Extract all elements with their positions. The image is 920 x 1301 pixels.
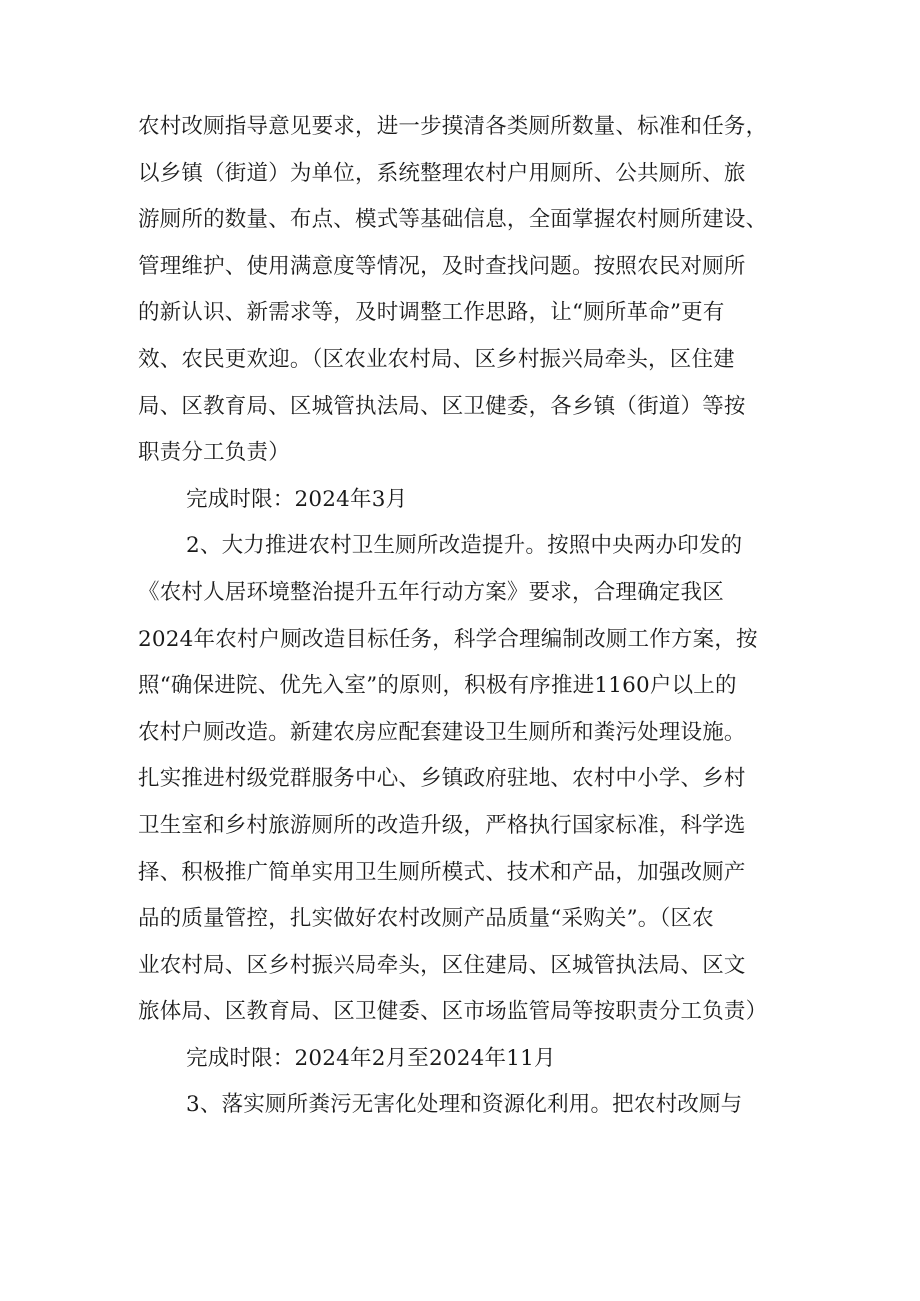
text-line: 局、区教育局、区城管执法局、区卫健委，各乡镇（街道）等按 [138,393,746,419]
text-line: 旅体局、区教育局、区卫健委、区市场监管局等按职责分工负责） [138,999,768,1025]
text-line: 效、农民更欢迎。（区农业农村局、区乡村振兴局牵头，区住建 [138,346,735,372]
text-line: 2024年农村户厕改造目标任务，科学合理编制改厕工作方案，按 [138,626,758,652]
deadline-line: 完成时限：2024年3月 [186,486,408,512]
text-line: 农村改厕指导意见要求，进一步摸清各类厕所数量、标准和任务， [138,114,768,139]
text-line: 农村户厕改造。新建农房应配套建设卫生厕所和粪污处理设施。 [138,719,746,745]
text-line: 业农村局、区乡村振兴局牵头，区住建局、区城管执法局、区文 [138,952,746,978]
text-line: 管理维护、使用满意度等情况，及时查找问题。按照农民对厕所 [138,253,746,279]
deadline-line: 完成时限：2024年2月至2024年11月 [186,1045,556,1071]
text-line: 的新认识、新需求等，及时调整工作思路，让“厕所革命”更有 [138,300,725,326]
text-line: 照“确保进院、优先入室”的原则，积极有序推进1160户以上的 [138,673,737,699]
text-line: 以乡镇（街道）为单位，系统整理农村户用厕所、公共厕所、旅 [138,160,746,186]
text-line: 《农村人居环境整治提升五年行动方案》要求，合理确定我区 [138,579,724,605]
text-line: 卫生室和乡村旅游厕所的改造升级，严格执行国家标准，科学选 [138,812,746,838]
text-line: 择、积极推广简单实用卫生厕所模式、技术和产品，加强改厕产 [138,859,746,885]
document-body [138,104,788,1129]
section-heading-line: 2、大力推进农村卫生厕所改造提升。按照中央两办印发的 [186,533,743,559]
text-line: 品的质量管控，扎实做好农村改厕产品质量“采购关”。（区农 [138,906,714,932]
text-line: 职责分工负责） [138,440,290,466]
text-line: 游厕所的数量、布点、模式等基础信息，全面掌握农村厕所建设、 [138,207,768,233]
section-heading-line: 3、落实厕所粪污无害化处理和资源化利用。把农村改厕与 [186,1092,743,1118]
text-line: 扎实推进村级党群服务中心、乡镇政府驻地、农村中小学、乡村 [138,766,746,792]
